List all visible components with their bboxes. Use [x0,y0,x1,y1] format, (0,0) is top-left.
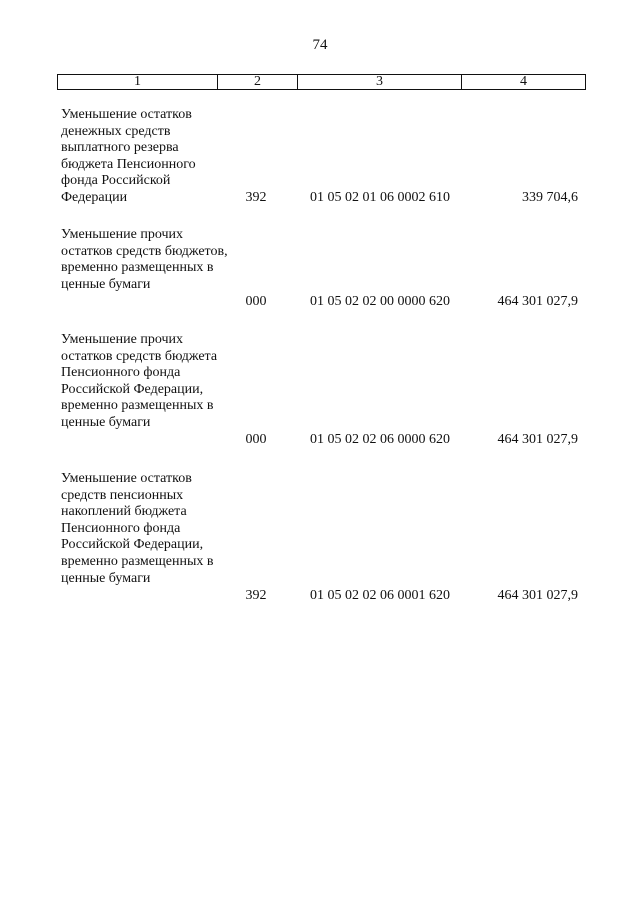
row-admin-code: 000 [245,432,267,447]
row-classification-code: 01 05 02 02 06 0000 620 [310,432,450,447]
page-number: 74 [312,37,328,53]
row-amount: 464 301 027,9 [497,294,578,309]
row-amount: 464 301 027,9 [497,588,578,603]
column-header-3: 3 [298,75,462,90]
row-admin-code: 392 [245,588,267,603]
column-header-1: 1 [58,75,218,90]
row-description: Уменьшение прочих остатков средств бюджетов, временно размещенных в ценные бумаги [61,227,228,292]
row-classification-code: 01 05 02 02 06 0001 620 [310,588,450,603]
row-classification-code: 01 05 02 02 00 0000 620 [310,294,450,309]
row-description: Уменьшение прочих остатков средств бюджета Пенсионного фонда Российской Федерации, временно размещенных в ценные бумаги [61,332,218,430]
row-description: Уменьшение остатков средств пенсионных накоплений бюджета Пенсионного фонда Российской Федерации, временно размещенных в ценные бумаги [61,471,214,586]
row-amount: 464 301 027,9 [497,432,578,447]
row-classification-code: 01 05 02 01 06 0002 610 [310,190,450,205]
row-admin-code: 000 [245,294,267,309]
row-description: Уменьшение остатков денежных средств выплатного резерва бюджета Пенсионного фонда Российской Федерации [61,107,196,205]
column-header-table [57,74,586,90]
column-header-4: 4 [462,75,586,90]
column-header-2: 2 [218,75,298,90]
row-admin-code: 392 [245,190,267,205]
column-header-row [58,75,586,90]
row-amount: 339 704,6 [522,190,578,205]
